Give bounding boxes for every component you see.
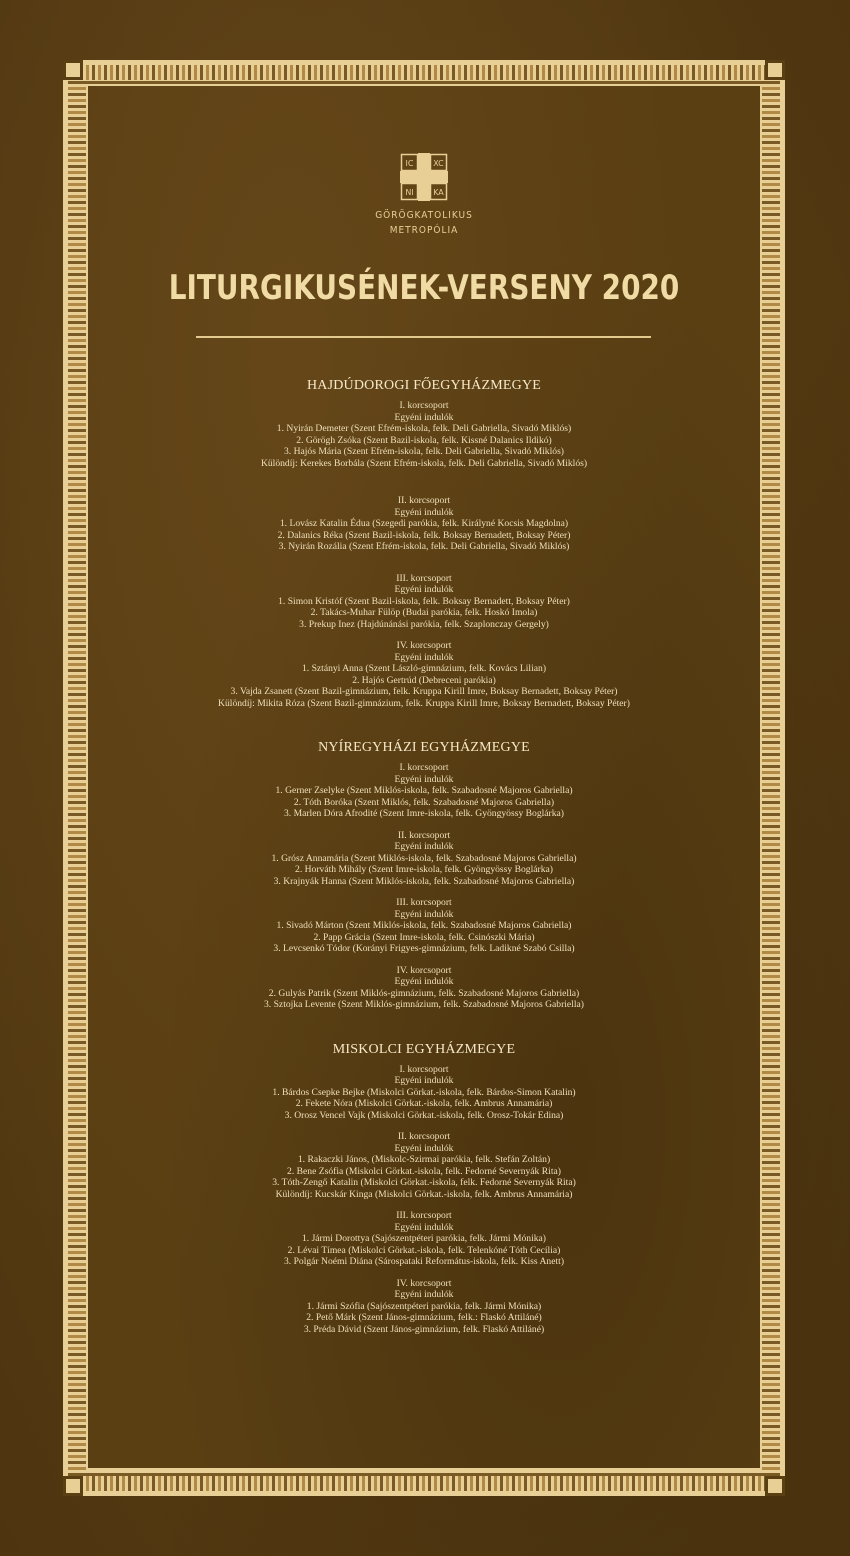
age-group — [86, 830, 762, 888]
result-line: 2. Hajós Gertrúd (Debreceni parókia) — [352, 674, 496, 686]
result-line: 3. Marlen Dóra Afrodité (Szent Imre-iskola, felk. Gyöngyössy Boglárka) — [283, 808, 564, 819]
result-line: 3. Polgár Noémi Diána (Sárospataki Református-iskola, felk. Kiss Anett) — [283, 1256, 565, 1267]
result-line: 2. Tóth Boróka (Szent Miklós, felk. Szabadosné Majoros Gabriella) — [293, 796, 555, 808]
age-group-title: III. korcsoport — [396, 572, 452, 584]
category-label: Egyéni indulók — [394, 1221, 454, 1233]
result-line: 3. Orosz Vencel Vajk (Miskolci Görkat.-iskola, felk. Orosz-Tokár Edina) — [284, 1109, 564, 1121]
age-group — [86, 1064, 762, 1122]
age-group — [86, 762, 762, 820]
result-line: 1. Nyirán Demeter (Szent Efrém-iskola, felk. Deli Gabriella, Sivadó Miklós) — [276, 423, 572, 434]
category-label: Egyéni indulók — [394, 1075, 454, 1086]
age-group-title: I. korcsoport — [399, 762, 449, 773]
age-group-title: II. korcsoport — [397, 495, 451, 506]
category-label: Egyéni indulók — [394, 1142, 454, 1154]
age-group-title: III. korcsoport — [396, 1210, 452, 1221]
title-divider — [196, 336, 651, 338]
result-line: 3. Hajós Mária (Szent Efrém-iskola, felk. Deli Gabriella, Sivadó Miklós) — [283, 446, 564, 457]
age-group-title: III. korcsoport — [396, 897, 452, 908]
frame-corner-bottom-left — [63, 1476, 83, 1496]
result-line: Különdíj: Kucskár Kinga (Miskolci Görkat.-iskola, felk. Ambrus Annamária) — [275, 1188, 573, 1200]
frame-corner-top-right — [765, 60, 785, 80]
result-line: 3. Tóth-Zengő Katalin (Miskolci Görkat.-iskola, felk. Fedorné Severnyák Rita) — [272, 1177, 576, 1188]
result-line: 2. Fekete Nóra (Miskolci Görkat.-iskola, felk. Ambrus Annamária) — [295, 1098, 553, 1109]
age-group — [86, 640, 762, 709]
diocese-heading: MISKOLCI EGYHÁZMEGYE — [332, 1041, 516, 1057]
frame-corner-top-left — [63, 60, 83, 80]
diocese-section — [86, 1041, 762, 1336]
age-group — [86, 1210, 762, 1268]
result-line: 3. Prekup Inez (Hajdúnánási parókia, felk. Szaplonczay Gergely) — [299, 618, 549, 630]
age-group — [86, 965, 762, 1011]
result-line: 1. Simon Kristóf (Szent Bazil-iskola, felk. Boksay Bernadett, Boksay Péter) — [278, 595, 570, 607]
result-line: 2. Papp Grácia (Szent Imre-iskola, felk. Csinószki Mária) — [313, 931, 535, 943]
result-line: 3. Sztojka Levente (Szent Miklós-gimnázium, felk. Szabadosné Majoros Gabriella) — [264, 999, 584, 1010]
result-line: 2. Görögh Zsóka (Szent Bazil-iskola, felk. Kissné Dalanics Ildikó) — [296, 434, 552, 446]
category-label: Egyéni indulók — [394, 908, 454, 920]
diocese-heading: HAJDÚDOROGI FŐEGYHÁZMEGYE — [306, 378, 542, 393]
result-line: 1. Gerner Zselyke (Szent Miklós-iskola, felk. Szabadosné Majoros Gabriella) — [275, 785, 573, 796]
result-line: 1. Jármi Szófia (Sajószentpéteri parókia, felk. Jármi Mónika) — [306, 1300, 542, 1312]
result-line: 3. Krajnyák Hanna (Szent Miklós-iskola, felk. Szabadosné Majoros Gabriella) — [273, 875, 575, 887]
age-group-title: I. korcsoport — [399, 1063, 449, 1075]
category-label: Egyéni indulók — [394, 1289, 454, 1300]
category-label: Egyéni indulók — [394, 976, 454, 987]
result-line: 1. Lovász Katalin Édua (Szegedi parókia, felk. Királyné Kocsis Magdolna) — [279, 518, 569, 529]
age-group-title: I. korcsoport — [399, 400, 449, 411]
result-line: 2. Takács-Muhar Fülöp (Budai parókia, felk. Hoskó Imola) — [310, 607, 538, 618]
page-title: LITURGIKUSÉNEK-VERSENY 2020 — [168, 268, 680, 308]
result-line: 2. Pető Márk (Szent János-gimnázium, felk.: Flaskó Attiláné) — [306, 1312, 542, 1323]
result-line: 2. Dalanics Réka (Szent Bazil-iskola, felk. Boksay Bernadett, Boksay Péter) — [277, 529, 571, 541]
logo-caption — [374, 208, 474, 238]
logo-caption-line2: METROPÓLIA — [389, 225, 459, 236]
logo-caption-line1: GÖRÖGKATOLIKUS — [375, 210, 473, 221]
age-group-title: II. korcsoport — [397, 1131, 451, 1142]
diocese-heading: NYÍREGYHÁZI EGYHÁZMEGYE — [318, 740, 530, 755]
age-group — [86, 1131, 762, 1200]
age-group — [86, 400, 762, 469]
diocese-section — [86, 739, 762, 1011]
category-label: Egyéni indulók — [394, 841, 454, 852]
cross-logo-icon — [400, 153, 448, 201]
result-line: Különdíj: Kerekes Borbála (Szent Efrém-iskola, felk. Deli Gabriella, Sivadó Miklós) — [260, 457, 588, 469]
category-label: Egyéni indulók — [394, 651, 454, 663]
result-line: Különdíj: Mikita Róza (Szent Bazil-gimnázium, felk. Kruppa Kirill Imre, Boksay Bernadett, Boksay Péter) — [218, 697, 630, 709]
result-line: 2. Lévai Tímea (Miskolci Görkat.-iskola, felk. Telenkóné Tóth Cecília) — [287, 1244, 561, 1256]
result-line: 3. Préda Dávid (Szent János-gimnázium, felk. Flaskó Attiláné) — [303, 1323, 545, 1335]
category-label: Egyéni indulók — [394, 584, 454, 595]
age-group-title: IV. korcsoport — [396, 964, 452, 976]
category-label: Egyéni indulók — [394, 411, 454, 423]
result-line: 1. Sztányi Anna (Szent László-gimnázium, felk. Kovács Lilian) — [301, 663, 547, 674]
result-line: 3. Nyirán Rozália (Szent Efrém-iskola, felk. Deli Gabriella, Sivadó Miklós) — [278, 541, 570, 552]
age-group — [86, 495, 762, 553]
frame-corner-bottom-right — [765, 1476, 785, 1496]
logo-letter-ka: KA — [433, 188, 444, 197]
age-group — [86, 1278, 762, 1336]
results-list — [86, 377, 762, 1335]
result-line: 3. Levcsenkó Tódor (Korányi Frigyes-gimnázium, felk. Ladikné Szabó Csilla) — [273, 943, 575, 954]
result-line: 2. Bene Zsófia (Miskolci Görkat.-iskola, felk. Fedorné Severnyák Rita) — [287, 1165, 561, 1177]
result-line: 1. Rakaczki János, (Miskolc-Szirmai parókia, felk. Stefán Zoltán) — [297, 1154, 551, 1165]
age-group — [86, 897, 762, 955]
age-group — [86, 573, 762, 631]
result-line: 1. Sivadó Márton (Szent Miklós-iskola, felk. Szabadosné Majoros Gabriella) — [276, 920, 572, 931]
result-line: 1. Bárdos Csepke Bejke (Miskolci Görkat.-iskola, felk. Bárdos-Simon Katalin) — [272, 1086, 576, 1098]
logo-letter-ni: NI — [405, 188, 414, 197]
diocese-section — [86, 377, 762, 709]
result-line: 1. Grósz Annamária (Szent Miklós-iskola, felk. Szabadosné Majoros Gabriella) — [271, 852, 577, 864]
category-label: Egyéni indulók — [394, 773, 454, 785]
result-line: 3. Vajda Zsanett (Szent Bazil-gimnázium, felk. Kruppa Kirill Imre, Boksay Bernadett, Boksay Péter) — [230, 686, 618, 697]
result-line: 2. Horváth Mihály (Szent Imre-iskola, felk. Gyöngyössy Boglárka) — [295, 864, 553, 875]
age-group-title: IV. korcsoport — [396, 1277, 452, 1289]
result-line: 1. Jármi Dorottya (Sajószentpéteri parókia, felk. Jármi Mónika) — [301, 1233, 547, 1244]
result-line: 2. Gulyás Patrik (Szent Miklós-gimnázium, felk. Szabadosné Majoros Gabriella) — [268, 987, 580, 999]
logo-letter-ic: IC — [405, 159, 414, 168]
logo-letter-xc: XC — [433, 159, 444, 168]
category-label: Egyéni indulók — [394, 506, 454, 518]
age-group-title: IV. korcsoport — [396, 640, 452, 651]
age-group-title: II. korcsoport — [397, 829, 451, 841]
